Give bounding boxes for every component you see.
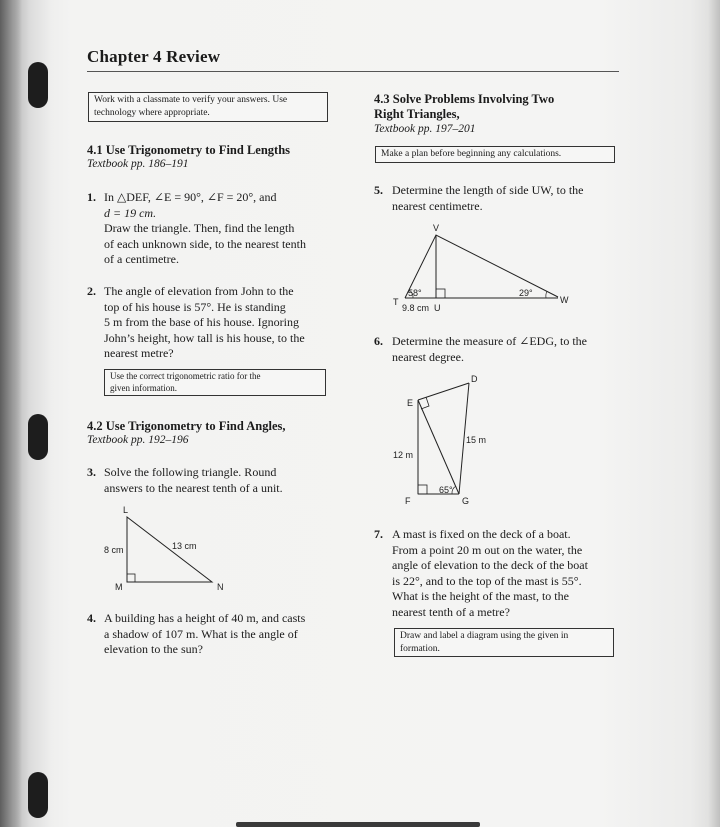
triangle-lmn-diagram	[100, 500, 240, 595]
section-4-2-ref: Textbook pp. 192–196	[87, 434, 189, 446]
vertex-n: N	[217, 582, 224, 592]
question-4-text	[104, 611, 344, 658]
q6-line: nearest degree.	[392, 349, 464, 364]
q6-line: Determine the measure of ∠EDG, to the	[392, 334, 587, 348]
q7-line: angle of elevation to the deck of the boat	[392, 558, 588, 572]
section-4-3-title	[374, 92, 554, 122]
side-ef-label: 12 m	[393, 450, 414, 460]
section-4-1-ref: Textbook pp. 186–191	[87, 158, 189, 170]
section-4-3-title-line: Right Triangles,	[374, 107, 460, 121]
triangle-lmn	[127, 517, 212, 582]
vertex-u: U	[434, 303, 441, 313]
question-2-number: 2.	[87, 284, 96, 298]
binder-hole-top	[28, 62, 48, 108]
angle-t-label: 58°	[408, 288, 422, 298]
right-angle-m	[127, 574, 135, 582]
section-4-3-title-line: 4.3 Solve Problems Involving Two	[374, 92, 555, 106]
side-lm-label: 8 cm	[104, 545, 124, 555]
question-7-tip-box	[394, 628, 614, 657]
question-2-text	[104, 284, 344, 362]
q7-line: A mast is fixed on the deck of a boat.	[392, 527, 571, 541]
q1-line: In △DEF, ∠E = 90°, ∠F = 20°, and	[104, 190, 277, 204]
question-4-number: 4.	[87, 611, 96, 625]
vertex-v: V	[433, 223, 440, 233]
section-4-3-ref: Textbook pp. 197–201	[374, 123, 476, 135]
vertex-e: E	[407, 398, 414, 408]
intro-tip-box: Work with a classmate to verify your answers. Use technology where appropriate.	[88, 92, 328, 122]
question-5-number: 5.	[374, 183, 383, 197]
section-4-3-tip-box: Make a plan before beginning any calculations.	[375, 146, 615, 163]
vertex-m: M	[115, 582, 123, 592]
angle-arc-w	[546, 291, 547, 298]
q1-line: Draw the triangle. Then, find the length	[104, 221, 295, 235]
side-ed	[418, 383, 469, 400]
question-7-number: 7.	[374, 527, 383, 541]
question-2-tip-box	[104, 369, 326, 396]
q4-line: elevation to the sun?	[104, 642, 203, 656]
q7-tip-line: Draw and label a diagram using the given in	[400, 631, 569, 641]
q1-line: of a centimetre.	[104, 252, 179, 266]
right-angle-f	[418, 485, 427, 494]
q4-line: A building has a height of 40 m, and casts	[104, 611, 306, 625]
vertex-d: D	[471, 374, 478, 384]
q2-line: nearest metre?	[104, 346, 174, 360]
q2-line: 5 m from the base of his house. Ignoring	[104, 315, 299, 329]
q5-line: Determine the length of side UW, to the	[392, 183, 584, 197]
q4-line: a shadow of 107 m. What is the angle of	[104, 626, 298, 641]
vertex-f: F	[405, 496, 411, 506]
question-3-text	[104, 465, 344, 496]
title-rule	[87, 71, 619, 72]
question-1-number: 1.	[87, 190, 96, 204]
side-dg-label: 15 m	[466, 435, 487, 445]
binder-hole-middle	[28, 414, 48, 460]
side-tu-label: 9.8 cm	[402, 303, 430, 313]
chapter-title: Chapter 4 Review	[87, 47, 221, 66]
vertex-g: G	[462, 496, 470, 506]
q7-line: is 22°, and to the top of the mast is 55°.	[392, 573, 582, 588]
q3-line: Solve the following triangle. Round	[104, 465, 277, 479]
side-ln-label: 13 cm	[172, 541, 197, 551]
vertex-t: T	[393, 297, 399, 307]
triangles-tuvw-diagram	[388, 218, 578, 318]
outer-sides	[405, 235, 558, 298]
page-edge-shadow	[708, 0, 720, 827]
binder-hole-bottom	[28, 772, 48, 818]
q2-line: top of his house is 57°. He is standing	[104, 299, 286, 314]
binding-shadow	[0, 0, 22, 827]
question-1-text	[104, 190, 344, 268]
vertex-w: W	[560, 295, 569, 305]
side-eg	[418, 400, 459, 494]
question-3-number: 3.	[87, 465, 96, 479]
angle-w-label: 29°	[519, 288, 533, 298]
q7-line: From a point 20 m out on the water, the	[392, 542, 583, 557]
question-7-text	[392, 527, 632, 620]
question-6-number: 6.	[374, 334, 383, 348]
q3-line: answers to the nearest tenth of a unit.	[104, 480, 283, 495]
q1-line: of each unknown side, to the nearest tenth	[104, 236, 306, 251]
section-4-1-title: 4.1 Use Trigonometry to Find Lengths	[87, 143, 291, 157]
q2-line: The angle of elevation from John to the	[104, 284, 294, 298]
vertex-l: L	[123, 505, 129, 515]
q5-line: nearest centimetre.	[392, 198, 483, 213]
q7-tip-line: formation.	[400, 643, 440, 654]
q2-tip-line: Use the correct trigonometric ratio for the	[110, 371, 261, 381]
section-4-2-title: 4.2 Use Trigonometry to Find Angles,	[87, 419, 286, 433]
question-5-text	[392, 183, 632, 214]
angle-g-label: 65°	[439, 485, 453, 495]
q7-line: What is the height of the mast, to the	[392, 589, 569, 603]
q2-tip-line: given information.	[110, 382, 177, 393]
q2-line: John’s height, how tall is his house, to the	[104, 330, 305, 345]
question-6-text	[392, 334, 632, 365]
bottom-bar	[236, 822, 480, 827]
triangles-defg-diagram	[385, 370, 500, 515]
right-angle-u	[436, 289, 445, 298]
q7-line: nearest tenth of a metre?	[392, 604, 510, 619]
q1-line: d = 19 cm.	[104, 205, 157, 220]
